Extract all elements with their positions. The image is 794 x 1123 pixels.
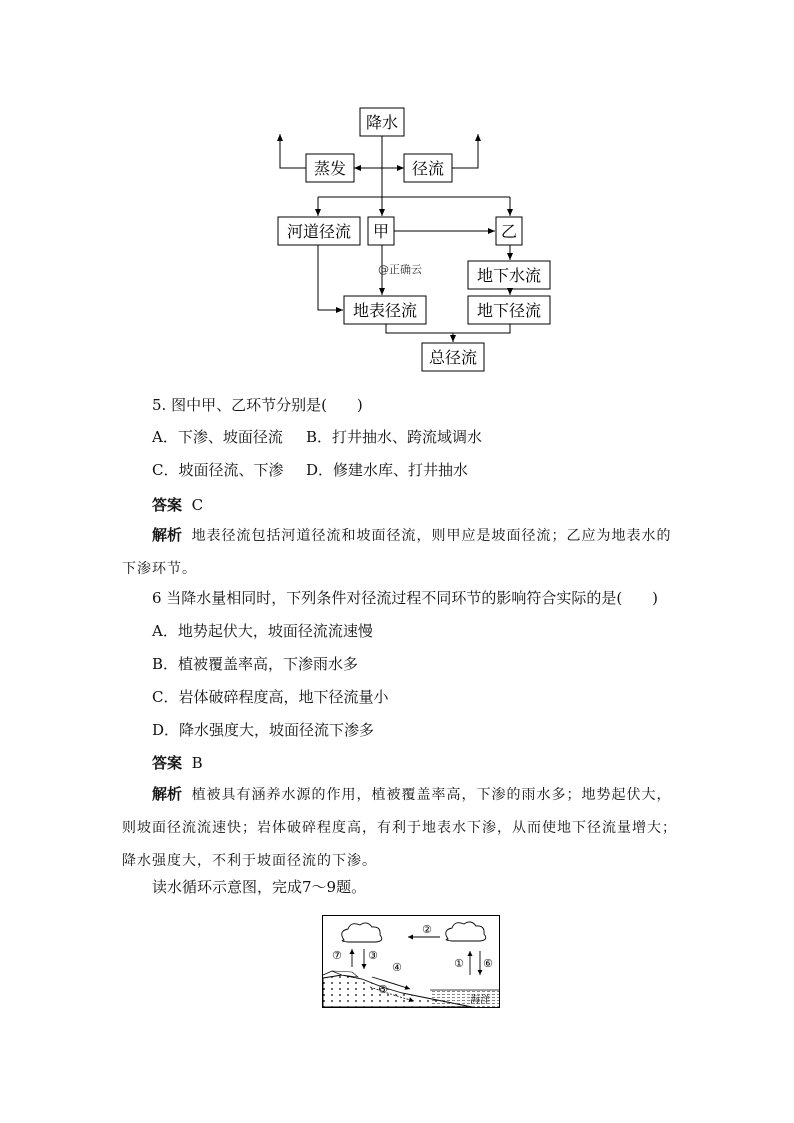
q6-answer-value: B bbox=[191, 754, 203, 772]
q5-analysis bbox=[122, 519, 678, 585]
label-1: ① bbox=[454, 957, 464, 970]
label-yi: 乙 bbox=[500, 222, 518, 241]
q5-analysis-label: 解析 bbox=[152, 526, 183, 544]
q6-analysis-text: 植被具有涵养水源的作用，植被覆盖率高，下渗的雨水多；地势起伏大，则坡面径流流速快；岩体破碎程度高，有利于地表水下渗，从而使地下径流量增大；降水强度大，不利于坡面径流的下渗。 bbox=[122, 787, 677, 869]
q6-option-b: B．植被覆盖率高，下渗雨水多 bbox=[152, 655, 359, 673]
label-surface-runoff: 地表径流 bbox=[352, 301, 418, 320]
label-river-runoff: 河道径流 bbox=[286, 222, 352, 241]
q5-option-c: C．坡面径流、下渗 bbox=[152, 461, 284, 479]
q5-answer-label: 答案 bbox=[152, 496, 183, 514]
label-5: ⑤ bbox=[378, 983, 388, 996]
q5-analysis-text: 地表径流包括河道径流和坡面径流，则甲应是坡面径流；乙应为地表水的下渗环节。 bbox=[122, 528, 672, 577]
label-runoff: 径流 bbox=[411, 159, 445, 178]
water-cycle-diagram bbox=[322, 915, 500, 1008]
label-6: ⑥ bbox=[483, 957, 493, 970]
q5-option-d: D．修建水库、打井抽水 bbox=[306, 461, 469, 479]
q6-answer-label: 答案 bbox=[152, 754, 183, 772]
label-underground-runoff: 地下径流 bbox=[476, 301, 542, 320]
watermark: @正确云 bbox=[378, 263, 422, 276]
label-precipitation: 降水 bbox=[365, 113, 399, 132]
q6-stem: 6 当降水量相同时，下列条件对径流过程不同环节的影响符合实际的是( ) bbox=[152, 589, 659, 607]
q5-option-a: A．下渗、坡面径流 bbox=[152, 428, 283, 446]
label-3: ③ bbox=[368, 949, 378, 962]
q6-analysis bbox=[122, 778, 678, 877]
label-7: ⑦ bbox=[332, 949, 342, 962]
label-ocean: 海洋 bbox=[470, 995, 490, 1006]
intro-7-9: 读水循环示意图，完成7～9题。 bbox=[152, 878, 367, 896]
label-jia: 甲 bbox=[372, 222, 390, 241]
q5-stem: 5. 图中甲、乙环节分别是( ) bbox=[152, 396, 363, 414]
label-groundwater-flow: 地下水流 bbox=[476, 266, 542, 285]
q5-option-b: B．打井抽水、跨流域调水 bbox=[306, 428, 483, 446]
q5-answer-value: C bbox=[191, 496, 204, 514]
q6-option-d: D．降水强度大，坡面径流下渗多 bbox=[152, 721, 375, 739]
q6-answer bbox=[152, 753, 203, 773]
q6-option-c: C．岩体破碎程度高，地下径流量小 bbox=[152, 688, 389, 706]
label-evaporation: 蒸发 bbox=[313, 159, 347, 178]
runoff-flowchart bbox=[0, 0, 794, 380]
label-4: ④ bbox=[392, 961, 402, 974]
label-2: ② bbox=[422, 923, 432, 936]
label-total-runoff: 总径流 bbox=[428, 348, 478, 367]
q6-analysis-label: 解析 bbox=[152, 785, 183, 803]
q6-option-a: A．地势起伏大，坡面径流流速慢 bbox=[152, 622, 373, 640]
q5-answer bbox=[152, 495, 203, 515]
